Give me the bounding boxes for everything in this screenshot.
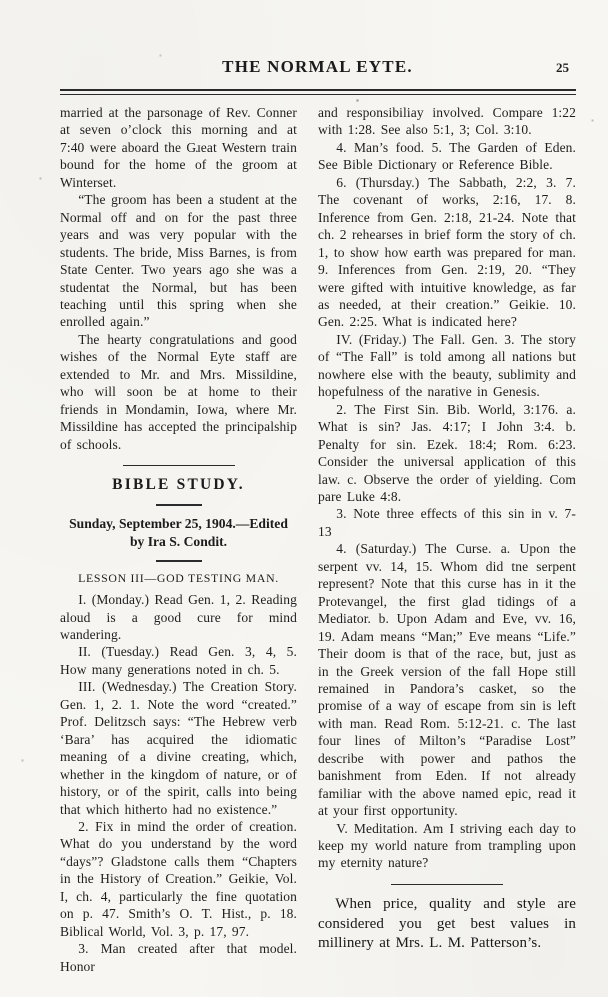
paragraph-mans-food: 4. Man’s food. 5. The Garden of Eden. See Bible Dictionary or Reference Bible.	[318, 139, 576, 173]
paragraph-saturday-curse: 4. (Saturday.) The Curse. a. Upon the serpent vv. 14, 15. Whom did tne serpent represent? Note that this curse has in it the Protevangel, the first glad tidings of a Mediator. b. Upon Adam and Eve, vv. 16, 19. Adam means “Man;” Eve means “Life.” Their doom is that of the race, but, just as in the Greek version of the fall Hope still remained in Pandora’s casket, so the promise of a way of escape from sin is left with man. Read Rom. 5:12-21. c. The last four lines of Milton’s “Paradise Lost” describe with power and pathos the banishment from Eden. If not already familiar with the above named epic, read it at your first opportunity.	[318, 541, 576, 819]
paragraph-responsibility: and responsibiliay involved. Compare 1:22 with 1:28. See also 5:1, 3; Col. 3:10.	[318, 105, 576, 138]
paragraph-three-effects: 3. Note three effects of this sin in v. 7-13	[318, 506, 576, 539]
paragraph-thursday-sabbath: 6. (Thursday.) The Sabbath, 2:2, 3. 7. The covenant of works, 2:16, 17. 8. Inference from Gen. 2:18, 21-24. Note that ch. 2 rehearses in brief form the story of ch. 1, to show how earth was prepared for man. 9. Inferences from Gen. 2:19, 20. “They were gifted with intuitive knowledge, as far as needed, at their creation.” Geikie. 10. Gen. 2:25. What is indicated here?	[318, 174, 576, 330]
text-columns	[60, 104, 576, 975]
paragraph-friday-fall: IV. (Friday.) The Fall. Gen. 3. The story of “The Fall” is told among all nations but nowhere else with the beauty, sublimity and hopefulness of the narative in Genesis.	[318, 331, 576, 400]
advertisement-millinery: When price, quality and style are considered you get best values in millinery at Mrs. L. M. Patterson’s.	[318, 895, 576, 952]
paragraph-first-sin: 2. The First Sin. Bib. World, 3:176. a. What is sin? Jas. 4:17; I John 3:4. b. Penalty for sin. Ezek. 18:4; Rom. 6:23. Consider the universal application of this law. c. Observe the order of yielding. Com pare Luke 4:8.	[318, 401, 576, 504]
left-column	[60, 104, 297, 975]
bible-study-heading: BIBLE STUDY.	[112, 476, 245, 494]
page-number: 25	[556, 60, 569, 75]
paragraph-lesson-creation-order: 2. Fix in mind the order of creation. What do you understand by the word “days”? Gladstone calls them “Chapters in the History of Creation.” Geikie, Vol. I, ch. 4, particularly the fine quotation on p. 47. Smith’s O. T. Hist., p. 18. Biblical World, Vol. 3, p. 17, 97.	[60, 818, 297, 939]
date-editor-heading: Sunday, September 25, 1904.—Edited by Ira S. Condit.	[69, 516, 288, 549]
paragraph-groom-quote: “The groom has been a student at the Normal off and on for the past three years and was very popular with the students. The bride, Miss Barnes, is from State Center. Two years ago she was a studentat the Normal, but has been teaching until this spring when she enrolled again.”	[60, 192, 297, 330]
paragraph-wedding-continuation: married at the parsonage of Rev. Conner at seven o’clock this morning and at 7:40 were aboard the Gɹeat Western train bound for the home of the groom at Winterset.	[60, 105, 297, 190]
paragraph-lesson-man-created: 3. Man created after that model. Honor	[60, 941, 297, 974]
divider-rule	[391, 884, 503, 885]
divider-rule	[123, 465, 235, 466]
header-double-rule	[60, 89, 576, 95]
lesson-title: LESSON III—GOD TESTING MAN.	[78, 571, 279, 586]
scan-specks	[0, 0, 1, 1]
paragraph-lesson-wednesday: III. (Wednesday.) The Creation Story. Gen. 1, 2. 1. Note the word “created.” Prof. Delitzsch says: “The Hebrew verb ‘Bara’ has acquired the idiomatic meaning of a divine creating, which, whether in the kingdom of nature, or of history, or of the spirit, calls into being that which hitherto had no existence.”	[60, 679, 297, 817]
divider-rule	[156, 504, 202, 506]
divider-rule	[156, 560, 202, 562]
right-column	[318, 104, 576, 975]
paragraph-lesson-monday: I. (Monday.) Read Gen. 1, 2. Reading aloud is a good cure for mind wandering.	[60, 592, 297, 642]
page-header	[60, 57, 575, 82]
paragraph-congratulations: The hearty congratulations and good wishes of the Normal Eyte staff are extended to Mr. and Mrs. Missildine, who will soon be at home to their friends in Mondamin, Iowa, where Mr. Missildine has accepted the principalship of schools.	[60, 331, 297, 452]
newspaper-title: THE NORMAL EYTE.	[222, 57, 413, 76]
paragraph-meditation: V. Meditation. Am I striving each day to keep my world nature from trampling upon my eternity nature?	[318, 820, 576, 871]
paragraph-lesson-tuesday: II. (Tuesday.) Read Gen. 3, 4, 5. How many generations noted in ch. 5.	[60, 644, 297, 677]
